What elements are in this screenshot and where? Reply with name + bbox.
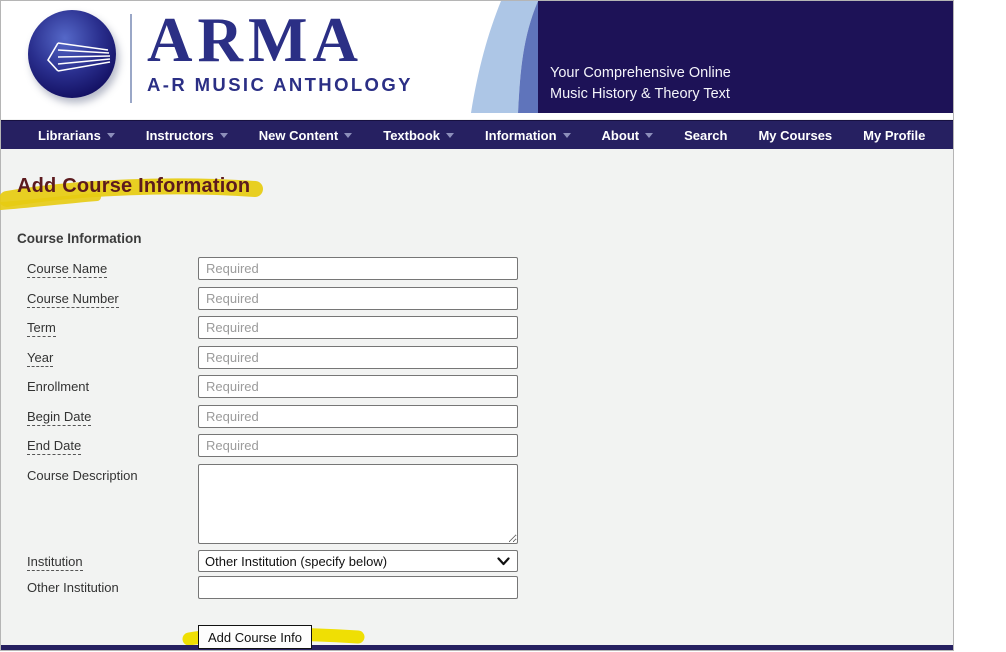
nav-label: Search (684, 127, 728, 143)
nav-item-my-profile[interactable] (863, 128, 925, 143)
form-row (27, 375, 587, 398)
header-banner (538, 1, 953, 113)
brand-wordmark[interactable] (147, 7, 413, 96)
logo-divider (130, 14, 132, 103)
enrollment-label: Enrollment (27, 379, 90, 394)
nav-label: My Courses (758, 127, 833, 143)
nav-label: Log Out (956, 127, 1006, 143)
form-row (27, 316, 587, 339)
year-label[interactable]: Year (27, 349, 54, 365)
end-date-input[interactable] (198, 434, 518, 457)
year-input[interactable] (198, 346, 518, 369)
footer-bar (1, 645, 953, 650)
institution-select-wrap (198, 550, 518, 572)
page-title: Add Course Information (17, 175, 251, 197)
nav-item-log-out[interactable] (956, 128, 1006, 143)
tagline-line1: Your Comprehensive Online (550, 65, 731, 81)
main-nav (1, 120, 1006, 149)
nav-label: Instructors (145, 127, 214, 143)
site-header (1, 1, 953, 119)
course-name-input[interactable] (198, 257, 518, 280)
chevron-down-icon (344, 133, 352, 138)
nav-label: Librarians (38, 127, 101, 143)
nav-label: Textbook (383, 127, 441, 143)
section-heading: Course Information (17, 231, 142, 246)
course-number-label[interactable]: Course Number (27, 290, 119, 306)
form-row (27, 434, 587, 457)
chevron-down-icon (446, 133, 454, 138)
institution-select[interactable] (198, 550, 518, 572)
course-name-label[interactable]: Course Name (27, 261, 108, 276)
nav-item-new-content[interactable] (259, 128, 352, 143)
chevron-down-icon (645, 133, 653, 138)
course-number-input[interactable] (198, 287, 518, 310)
form-row (27, 405, 587, 428)
brand-name: ARMA (147, 5, 363, 75)
course-description-label: Course Description (27, 467, 138, 483)
form-row (27, 346, 587, 369)
nav-label: My Profile (863, 127, 926, 143)
begin-date-label[interactable]: Begin Date (27, 408, 92, 424)
other-institution-label: Other Institution (27, 580, 119, 595)
form-row (27, 550, 587, 572)
end-date-label[interactable]: End Date (27, 438, 82, 453)
nav-item-search[interactable] (684, 128, 727, 143)
brand-subtitle: A-R MUSIC ANTHOLOGY (147, 74, 413, 95)
tagline (550, 63, 731, 105)
nav-item-textbook[interactable] (383, 128, 454, 143)
term-label[interactable]: Term (27, 320, 56, 335)
nav-item-instructors[interactable] (146, 128, 228, 143)
form-row (27, 287, 587, 310)
tagline-line2: Music History & Theory Text (550, 86, 730, 102)
add-course-info-button[interactable]: Add Course Info (198, 625, 312, 649)
nav-item-my-courses[interactable] (758, 128, 832, 143)
chevron-down-icon (563, 133, 571, 138)
institution-label[interactable]: Institution (27, 554, 83, 569)
chevron-down-icon (220, 133, 228, 138)
nav-item-about[interactable] (602, 128, 654, 143)
form-row (27, 464, 587, 544)
term-input[interactable] (198, 316, 518, 339)
course-description-textarea[interactable] (198, 464, 518, 544)
enrollment-input[interactable] (198, 375, 518, 398)
nav-label: Information (485, 127, 557, 143)
nav-label: New Content (258, 127, 339, 143)
other-institution-input[interactable] (198, 576, 518, 599)
nav-label: About (601, 127, 640, 143)
music-staff-icon (28, 10, 116, 98)
chevron-down-icon (107, 133, 115, 138)
swoosh-decoration (438, 1, 538, 113)
begin-date-input[interactable] (198, 405, 518, 428)
form-row (27, 576, 587, 599)
arma-logo-icon[interactable] (28, 10, 116, 98)
nav-item-librarians[interactable] (38, 128, 115, 143)
nav-item-information[interactable] (485, 128, 571, 143)
course-information-form (27, 257, 587, 651)
form-row (27, 257, 587, 280)
